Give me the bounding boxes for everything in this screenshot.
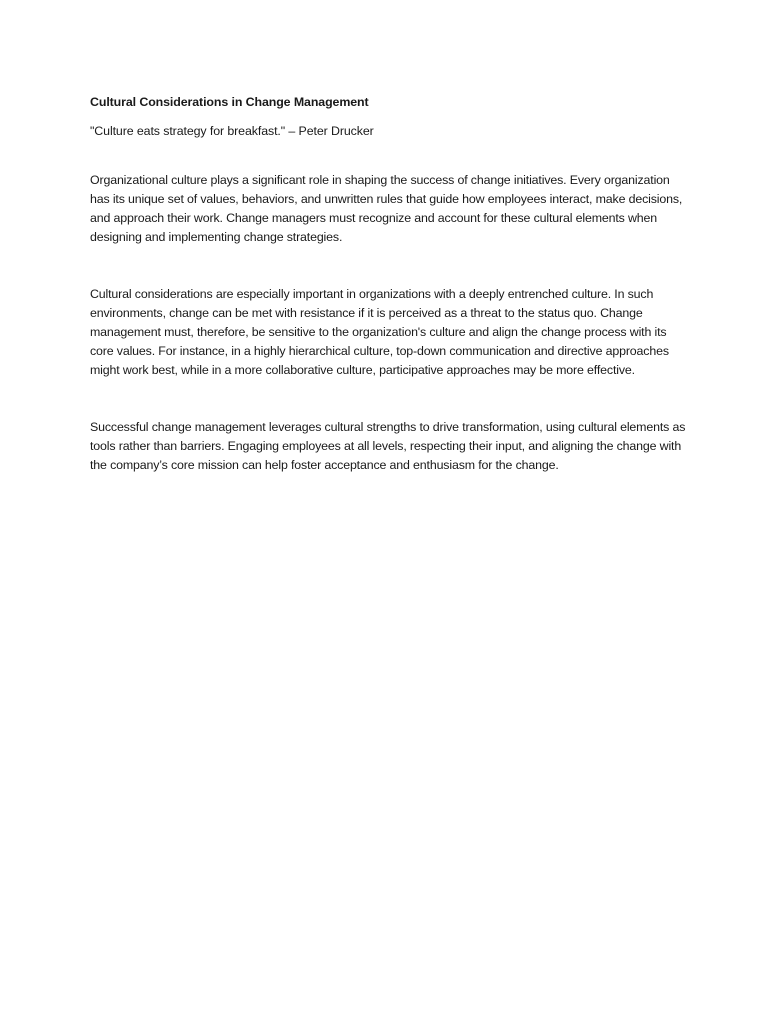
document-title: Cultural Considerations in Change Management bbox=[90, 95, 369, 109]
paragraph-1: Organizational culture plays a significant role in shaping the success of change initiatives. Every organization has its unique set of values, behaviors, and unwritten rules that guide how employees interact, make decisions, and approach their work. Change managers must recognize and account for these cultural elements when designing and implementing change strategies. bbox=[90, 173, 683, 244]
paragraph-3: Successful change management leverages cultural strengths to drive transformation, using cultural elements as tools rather than barriers. Engaging employees at all levels, respecting their input, and aligning the change with the company’s core mission can help foster acceptance and enthusiasm for the change. bbox=[90, 420, 686, 472]
epigraph-quote: "Culture eats strategy for breakfast." – Peter Drucker bbox=[90, 124, 374, 138]
paragraph-2: Cultural considerations are especially important in organizations with a deeply entrenched culture. In such environments, change can be met with resistance if it is perceived as a threat to the status quo. Change management must, therefore, be sensitive to the organization's culture and align the change process with its core values. For instance, in a highly hierarchical culture, top-down communication and directive approaches might work best, while in a more collaborative culture, participative approaches may be more effective. bbox=[90, 287, 669, 377]
document-body bbox=[90, 93, 690, 475]
